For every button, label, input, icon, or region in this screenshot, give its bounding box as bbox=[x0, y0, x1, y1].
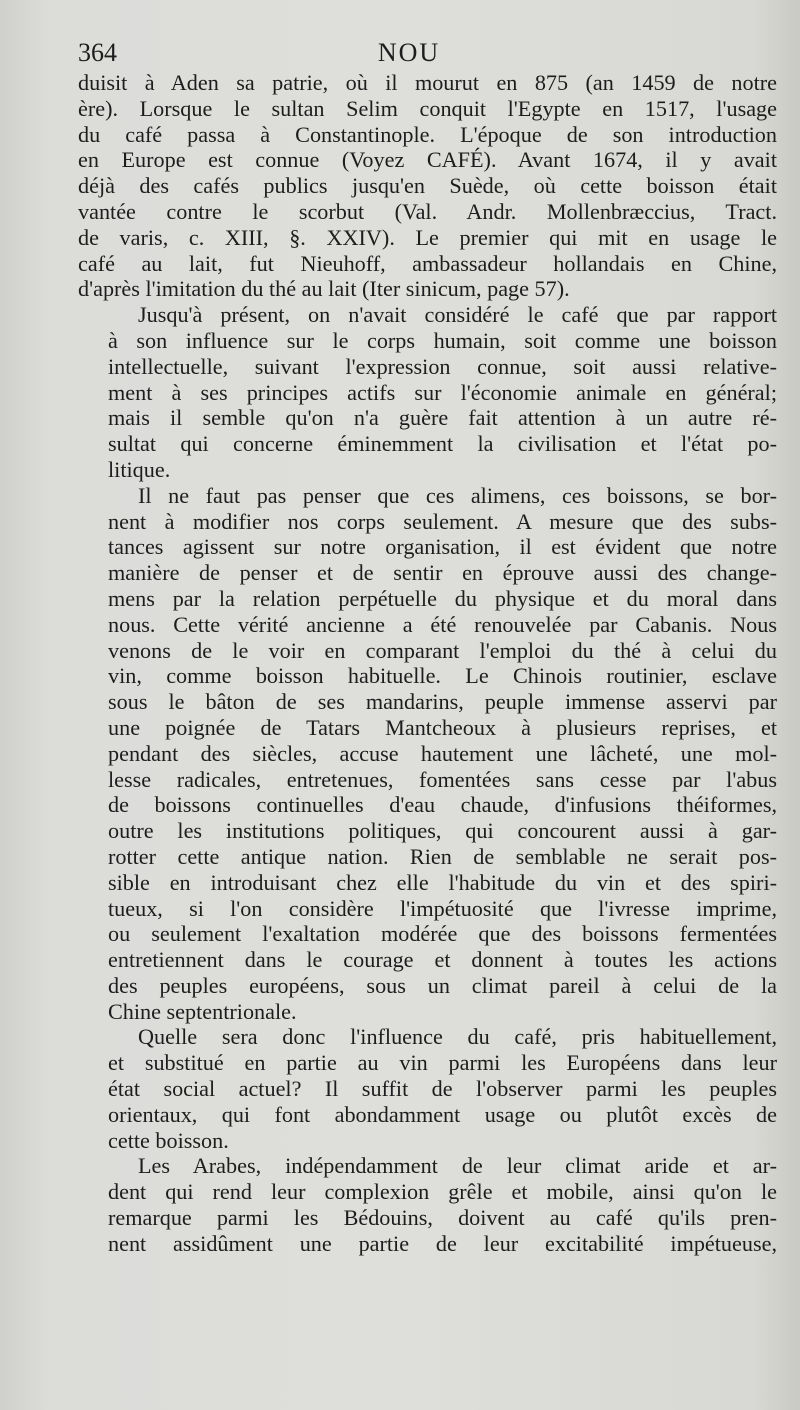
text-line: et substitué en partie au vin parmi les Européens dans leur bbox=[108, 1050, 777, 1076]
text-line: dent qui rend leur complexion grêle et mobile, ainsi qu'on le bbox=[108, 1179, 777, 1205]
running-head: NOU bbox=[377, 38, 441, 67]
text-line: ère). Lorsque le sultan Selim conquit l'Egypte en 1517, l'usage bbox=[78, 95, 777, 121]
text-line: des peuples européens, sous un climat pareil à celui de la bbox=[108, 972, 777, 998]
text-line: ou seulement l'exaltation modérée que des boissons fermentées bbox=[108, 921, 777, 947]
paragraph bbox=[78, 1153, 777, 1256]
text-line: mens par la relation perpétuelle du physique et du moral dans bbox=[108, 585, 777, 611]
text-line: nous. Cette vérité ancienne a été renouvelée par Cabanis. Nous bbox=[108, 611, 777, 637]
text-line: une poignée de Tatars Mantcheoux à plusieurs reprises, et bbox=[108, 714, 777, 740]
text-line: sous le bâton de ses mandarins, peuple immense asservi par bbox=[108, 689, 777, 715]
paragraph bbox=[78, 302, 777, 483]
text-line: pendant des siècles, accuse hautement une lâcheté, une mol- bbox=[108, 740, 777, 766]
text-line: état social actuel? Il suffit de l'observer parmi les peuples bbox=[108, 1076, 777, 1102]
text-line: ment à ses principes actifs sur l'économie animale en général; bbox=[108, 379, 777, 405]
text-line: en Europe est connue (Voyez CAFÉ). Avant 1674, il y avait bbox=[78, 147, 777, 173]
paragraph bbox=[78, 70, 777, 302]
page-header bbox=[78, 38, 740, 72]
text-line: venons de le voir en comparant l'emploi du thé à celui du bbox=[108, 637, 777, 663]
text-line: tueux, si l'on considère l'impétuosité que l'ivresse imprime, bbox=[108, 895, 777, 921]
text-line: remarque parmi les Bédouins, doivent au café qu'ils pren- bbox=[108, 1205, 777, 1231]
text-line: nent assidûment une partie de leur excitabilité impétueuse, bbox=[108, 1230, 777, 1256]
text-line: Les Arabes, indépendamment de leur climat aride et ar- bbox=[138, 1153, 777, 1179]
text-line: à son influence sur le corps humain, soit comme une boisson bbox=[108, 327, 777, 353]
text-line: de varis, c. XIII, §. XXIV). Le premier qui mit en usage le bbox=[78, 224, 777, 250]
text-line: intellectuelle, suivant l'expression connue, soit aussi relative- bbox=[108, 353, 777, 379]
text-line: entretiennent dans le courage et donnent à toutes les actions bbox=[108, 947, 777, 973]
paragraph bbox=[78, 483, 777, 1025]
text-line: nent à modifier nos corps seulement. A mesure que des subs- bbox=[108, 508, 777, 534]
text-line: d'après l'imitation du thé au lait (Iter sinicum, page 57). bbox=[78, 276, 570, 302]
text-line: mais il semble qu'on n'a guère fait attention à un autre ré- bbox=[108, 405, 777, 431]
text-line: cette boisson. bbox=[108, 1127, 229, 1153]
text-line: déjà des cafés publics jusqu'en Suède, où cette boisson était bbox=[78, 173, 777, 199]
text-line: lesse radicales, entretenues, fomentées sans cesse par l'abus bbox=[108, 766, 777, 792]
text-line: Jusqu'à présent, on n'avait considéré le café que par rapport bbox=[138, 302, 777, 328]
text-line: du café passa à Constantinople. L'époque de son introduction bbox=[78, 121, 777, 147]
paragraph bbox=[78, 1024, 777, 1153]
text-line: sible en introduisant chez elle l'habitude du vin et des spiri- bbox=[108, 869, 777, 895]
text-line: duisit à Aden sa patrie, où il mourut en 875 (an 1459 de notre bbox=[78, 70, 777, 95]
text-line: orientaux, qui font abondamment usage ou plutôt excès de bbox=[108, 1101, 777, 1127]
text-line: outre les institutions politiques, qui concourent aussi à gar- bbox=[108, 818, 777, 844]
body-text bbox=[78, 70, 777, 1257]
text-line: vin, comme boisson habituelle. Le Chinois routinier, esclave bbox=[108, 663, 777, 689]
text-line: litique. bbox=[108, 456, 171, 482]
text-line: manière de penser et de sentir en éprouve aussi des change- bbox=[108, 560, 777, 586]
page-number: 364 bbox=[78, 38, 117, 67]
text-line: Chine septentrionale. bbox=[108, 998, 297, 1024]
text-line: Il ne faut pas penser que ces alimens, ces boissons, se bor- bbox=[138, 482, 777, 508]
text-line: tances agissent sur notre organisation, il est évident que notre bbox=[108, 534, 777, 560]
text-line: rotter cette antique nation. Rien de semblable ne serait pos- bbox=[108, 843, 777, 869]
text-line: de boissons continuelles d'eau chaude, d'infusions théiformes, bbox=[108, 792, 777, 818]
text-line: vantée contre le scorbut (Val. Andr. Mollenbræccius, Tract. bbox=[78, 198, 777, 224]
text-line: café au lait, fut Nieuhoff, ambassadeur hollandais en Chine, bbox=[78, 250, 777, 276]
text-line: Quelle sera donc l'influence du café, pris habituellement, bbox=[138, 1024, 777, 1050]
text-line: sultat qui concerne éminemment la civilisation et l'état po- bbox=[108, 431, 777, 457]
